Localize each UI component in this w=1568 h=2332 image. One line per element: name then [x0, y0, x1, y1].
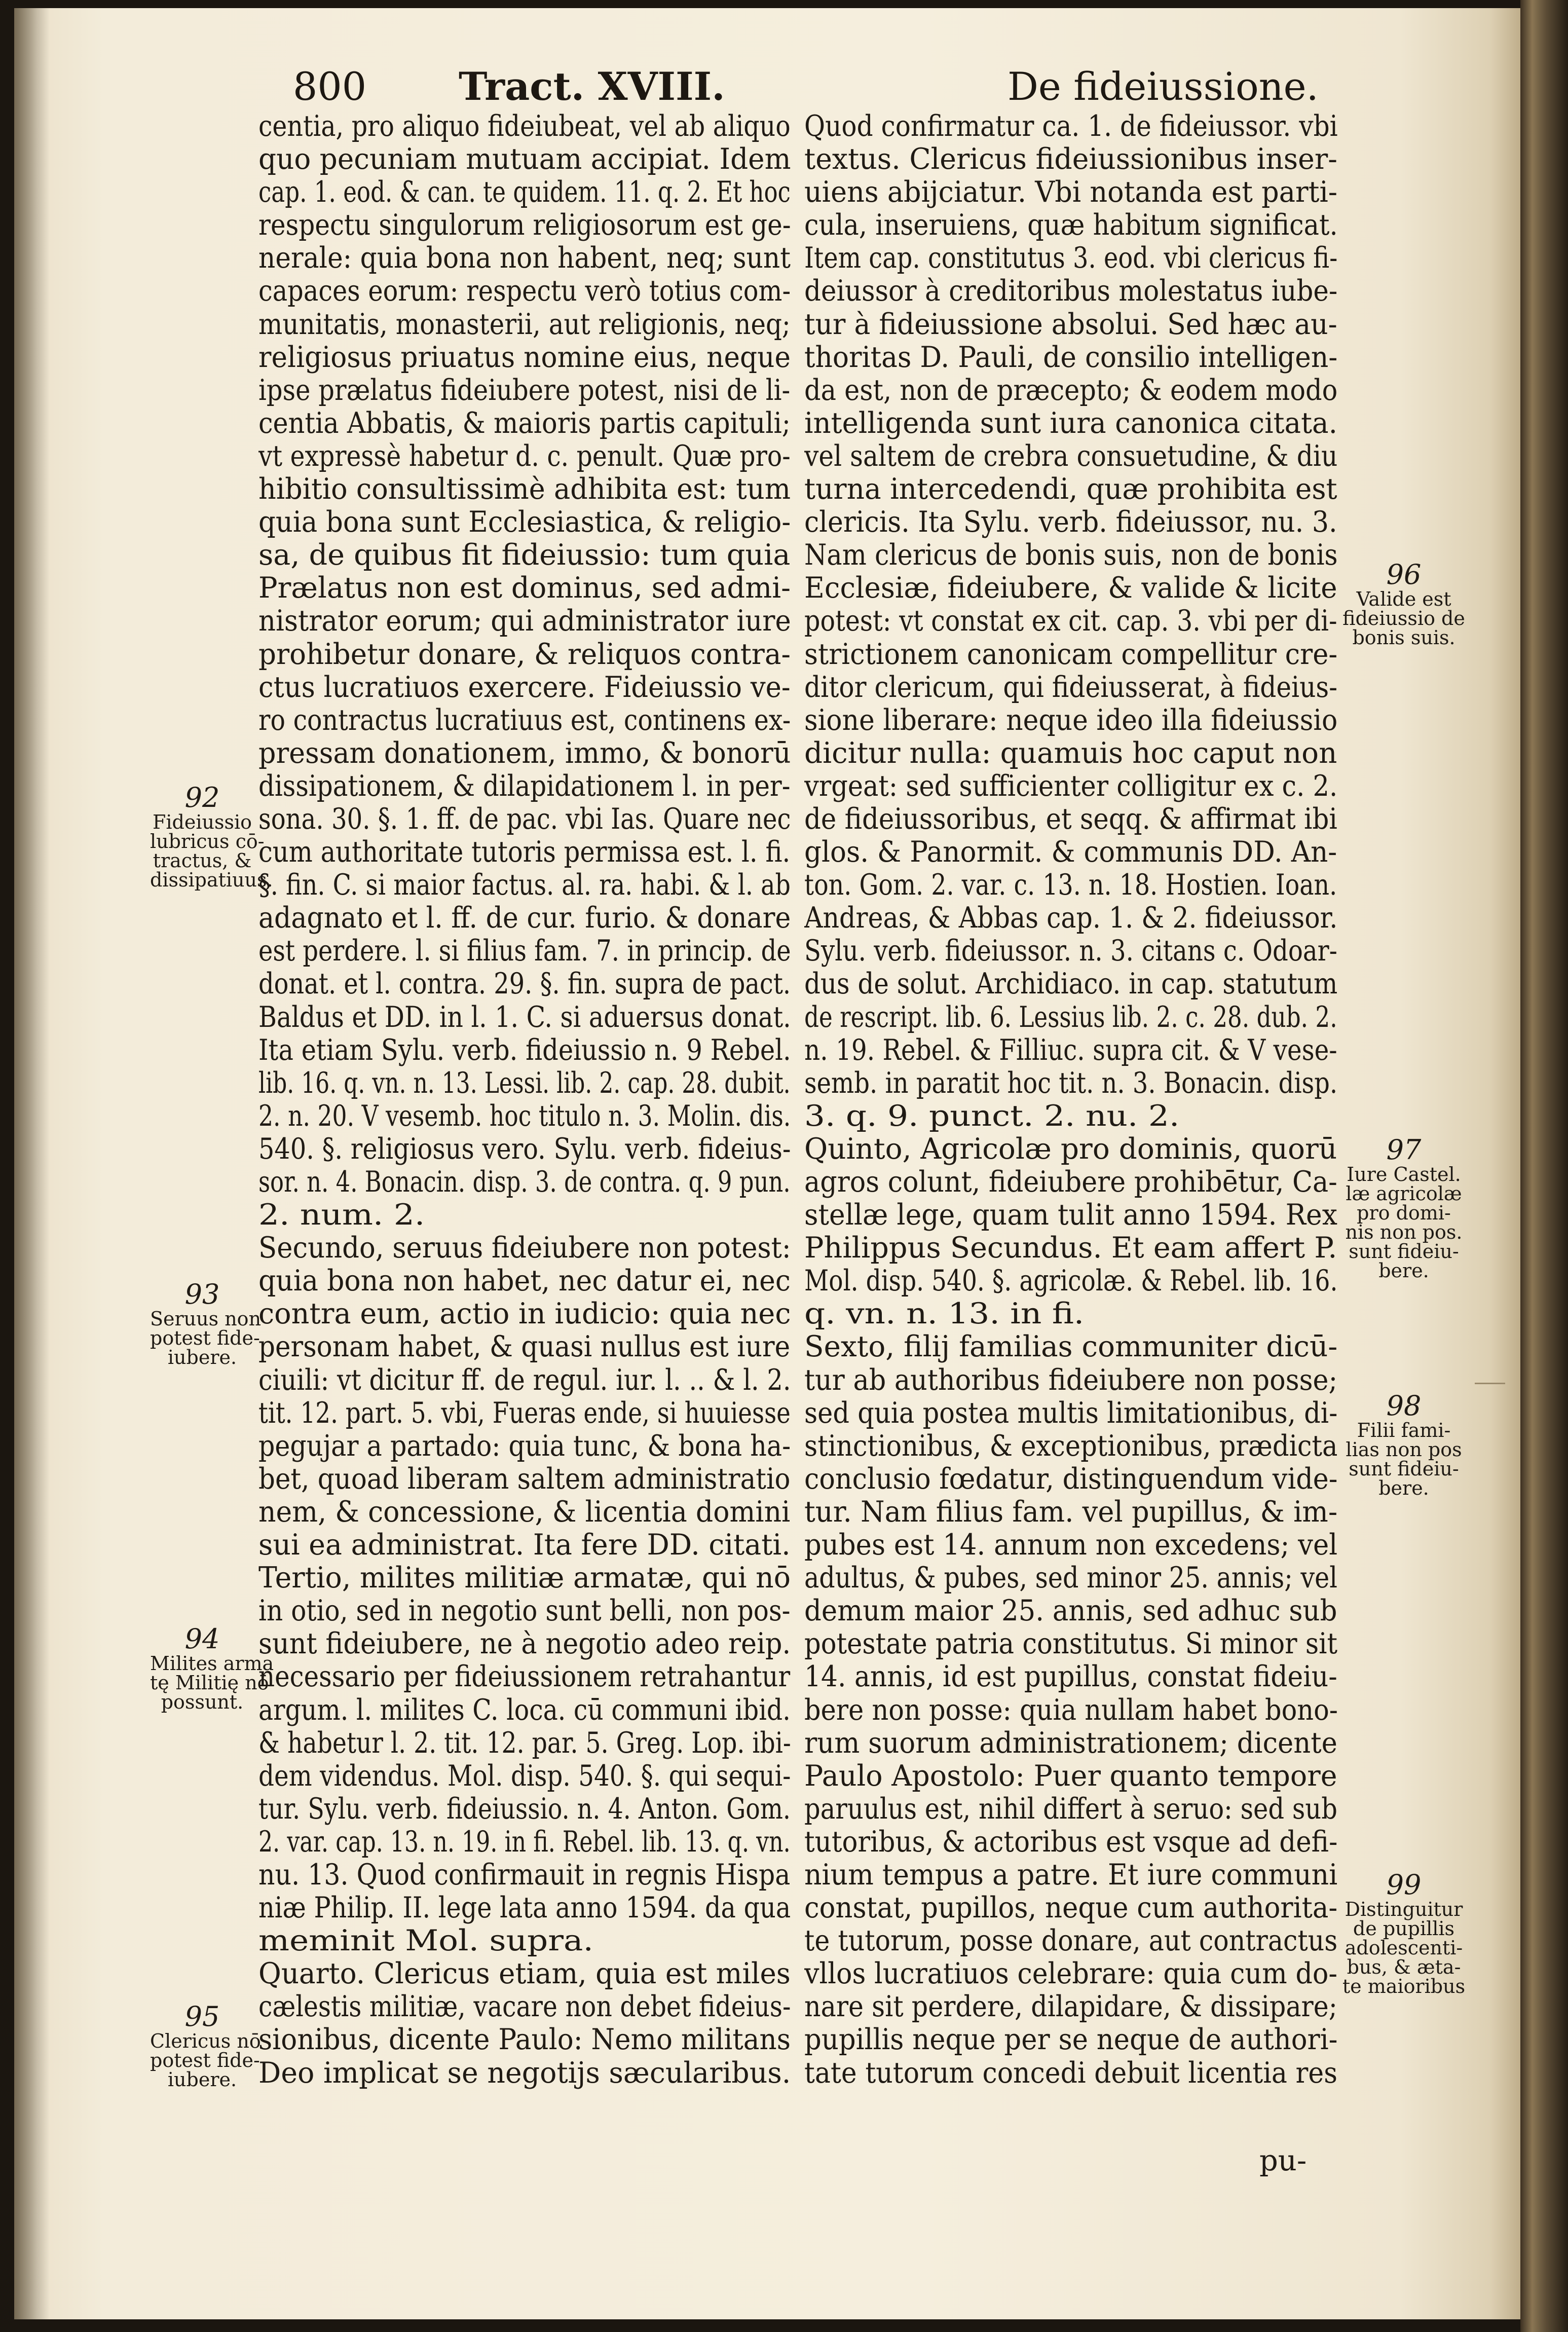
- text-line: thoritas D. Pauli, de consilio intelligen-: [804, 340, 1338, 374]
- text-line: semb. in paratit hoc tit. n. 3. Bonacin. disp.: [804, 1066, 1338, 1099]
- margin-note-line: lias non pos: [1346, 1438, 1462, 1461]
- text-line: centia Abbatis, & maioris partis capituli;: [258, 406, 791, 439]
- text-line: adultus, & pubes, sed minor 25. annis; vel: [804, 1561, 1337, 1595]
- text-line: q. vn. n. 13. in fi.: [804, 1297, 1085, 1330]
- margin-note-line: bere.: [1378, 1477, 1429, 1499]
- margin-note-line: potest fide-: [150, 1327, 260, 1349]
- page-number: 800: [293, 64, 367, 109]
- catchword: pu-: [1259, 2143, 1307, 2177]
- margin-note-line: Valide est: [1356, 588, 1451, 610]
- text-line: Paulo Apostolo: Puer quanto tempore: [804, 1759, 1337, 1792]
- text-line: tur à fideiussione absolui. Sed hæc au-: [804, 307, 1337, 341]
- margin-note-line: tę Militię nō: [150, 1672, 269, 1694]
- margin-note-line: sunt fideiu-: [1349, 1458, 1459, 1480]
- text-line: Prælatus non est dominus, sed admi-: [258, 571, 791, 605]
- text-line: adagnato et l. ff. de cur. furio. & donare: [258, 901, 791, 935]
- text-line: centia, pro aliquo fideiubeat, vel ab aliquo: [258, 109, 791, 143]
- text-line: lib. 16. q. vn. n. 13. Lessi. lib. 2. cap. 28. dubit.: [258, 1066, 791, 1099]
- text-line: Baldus et DD. in l. 1. C. si aduersus donat.: [258, 1000, 791, 1033]
- text-line: quia bona sunt Ecclesiastica, & religio-: [258, 505, 791, 539]
- text-line: Ecclesiæ, fideiubere, & valide & licite: [804, 571, 1337, 605]
- text-line: sui ea administrat. Ita fere DD. citati.: [258, 1528, 791, 1562]
- margin-note-line: Clericus nō: [150, 2030, 261, 2052]
- margin-note-line: sunt fideiu-: [1349, 1240, 1459, 1263]
- text-line: ro contractus lucratiuus est, continens ex-: [258, 703, 791, 736]
- text-line: strictionem canonicam compellitur cre-: [804, 637, 1338, 671]
- margin-note-99: [1338, 1870, 1470, 1996]
- margin-note-number: 97: [1386, 1134, 1422, 1166]
- text-line: 14. annis, id est pupillus, constat fideiu-: [804, 1660, 1337, 1693]
- margin-note-number: 99: [1386, 1869, 1422, 1901]
- margin-note-line: te maioribus: [1342, 1975, 1466, 1997]
- margin-note-line: adolescenti-: [1345, 1937, 1463, 1959]
- text-line: te tutorum, posse donare, aut contractus: [804, 1924, 1338, 1957]
- text-line: contra eum, actio in iudicio: quia nec: [258, 1297, 791, 1330]
- text-column-right: [804, 109, 1337, 2089]
- text-line: Secundo, seruus fideiubere non potest:: [258, 1231, 791, 1265]
- text-line: conclusio fœdatur, distinguendum vide-: [804, 1462, 1338, 1495]
- margin-note-97: [1338, 1135, 1470, 1280]
- text-line: n. 19. Rebel. & Filliuc. supra cit. & V vese-: [804, 1033, 1337, 1066]
- text-line: Quarto. Clericus etiam, quia est miles: [258, 1957, 791, 1990]
- text-line: cap. 1. eod. & can. te quidem. 11. q. 2. Et hoc: [258, 175, 791, 209]
- text-line: tutoribus, & actoribus est vsque ad defi-: [804, 1825, 1338, 1858]
- text-line: dem videndus. Mol. disp. 540. §. qui sequi-: [258, 1759, 791, 1792]
- text-line: tur ab authoribus fideiubere non posse;: [804, 1363, 1338, 1396]
- text-line: tur. Sylu. verb. fideiussio. n. 4. Anton. Gom.: [258, 1792, 791, 1825]
- text-line: Item cap. constitutus 3. eod. vbi clericus fi-: [804, 241, 1338, 275]
- margin-note-line: pro domi-: [1357, 1202, 1451, 1224]
- text-line: in otio, sed in negotio sunt belli, non pos-: [258, 1594, 791, 1627]
- text-line: turna intercedendi, quæ prohibita est: [804, 472, 1337, 506]
- text-line: est perdere. l. si filius fam. 7. in princip. de: [258, 934, 791, 968]
- text-line: tur. Nam filius fam. vel pupillus, & im-: [804, 1495, 1338, 1529]
- text-column-left: [258, 109, 791, 2089]
- margin-note-number: 96: [1386, 559, 1422, 590]
- margin-rule: [1475, 1383, 1505, 1384]
- text-line: 2. var. cap. 13. n. 19. in fi. Rebel. lib. 13. q. vn.: [258, 1825, 791, 1858]
- text-line: Nam clericus de bonis suis, non de bonis: [804, 538, 1338, 572]
- text-line: sionibus, dicente Paulo: Nemo militans: [258, 2023, 791, 2056]
- text-line: vel saltem de crebra consuetudine, & diu: [804, 439, 1338, 473]
- text-line: Andreas, & Abbas cap. 1. & 2. fideiussor.: [804, 901, 1338, 935]
- margin-note-line: iubere.: [167, 2068, 237, 2091]
- text-line: stinctionibus, & exceptionibus, prædicta: [804, 1429, 1338, 1462]
- text-line: prohibetur donare, & reliquos contra-: [258, 637, 791, 671]
- margin-note-line: Fideiussio: [153, 811, 252, 833]
- margin-note-line: bonis suis.: [1352, 626, 1455, 649]
- margin-note-line: Milites arma: [150, 1652, 274, 1675]
- text-line: cum authoritate tutoris permissa est. l. fi.: [258, 835, 791, 869]
- text-line: nistrator eorum; qui administrator iure: [258, 604, 791, 638]
- text-line: sa, de quibus fit fideiussio: tum quia: [258, 538, 791, 572]
- text-line: Mol. disp. 540. §. agricolæ. & Rebel. lib. 16.: [804, 1264, 1338, 1298]
- margin-note-96: [1338, 560, 1470, 647]
- text-line: clericis. Ita Sylu. verb. fideiussor, nu. 3.: [804, 505, 1337, 539]
- text-line: intelligenda sunt iura canonica citata.: [804, 406, 1337, 439]
- running-title-tract: Tract. XVIII.: [459, 64, 725, 109]
- text-line: Quod confirmatur ca. 1. de fideiussor. vbi: [804, 109, 1338, 143]
- text-line: stellæ lege, quam tulit anno 1594. Rex: [804, 1198, 1337, 1232]
- text-line: cula, inseruiens, quæ habitum significat.: [804, 208, 1338, 242]
- text-line: dicitur nulla: quamuis hoc caput non: [804, 736, 1337, 769]
- text-line: sione liberare: neque ideo illa fideiussio: [804, 703, 1338, 736]
- margin-note-line: Seruus non: [150, 1308, 262, 1330]
- text-line: quo pecuniam mutuam accipiat. Idem: [258, 142, 791, 176]
- text-line: §. fin. C. si maior factus. al. ra. habi. & l. ab: [258, 868, 791, 902]
- text-line: bet, quoad liberam saltem administratio: [258, 1462, 791, 1495]
- text-line: de fideiussoribus, et seqq. & affirmat ibi: [804, 802, 1337, 836]
- margin-note-number: 94: [184, 1623, 220, 1655]
- margin-note-line: bere.: [1378, 1260, 1429, 1282]
- text-line: quia bona non habet, nec datur ei, nec: [258, 1264, 791, 1298]
- text-line: nem, & concessione, & licentia domini: [258, 1495, 791, 1529]
- text-line: glos. & Panormit. & communis DD. An-: [804, 835, 1337, 869]
- text-line: da est, non de præcepto; & eodem modo: [804, 373, 1338, 406]
- text-line: Deo implicat se negotijs sæcularibus.: [258, 2056, 791, 2089]
- text-line: pegujar a partado: quia tunc, & bona ha-: [258, 1429, 791, 1462]
- text-line: demum maior 25. annis, sed adhuc sub: [804, 1594, 1337, 1627]
- text-line: sor. n. 4. Bonacin. disp. 3. de contra. q. 9 pun.: [258, 1165, 791, 1199]
- margin-note-line: bus, & æta-: [1347, 1956, 1461, 1978]
- margin-note-line: de pupillis: [1353, 1917, 1455, 1940]
- margin-note-number: 95: [184, 2001, 220, 2032]
- text-line: ipse prælatus fideiubere potest, nisi de li-: [258, 373, 791, 406]
- margin-note-92: [150, 782, 273, 891]
- text-line: 3. q. 9. punct. 2. nu. 2.: [804, 1099, 1180, 1132]
- margin-note-line: Iure Castel.: [1347, 1163, 1461, 1186]
- margin-note-line: læ agricolæ: [1346, 1182, 1462, 1205]
- text-line: tate tutorum concedi debuit licentia res: [804, 2056, 1337, 2089]
- text-line: Philippus Secundus. Et eam affert P.: [804, 1231, 1337, 1265]
- margin-note-line: tractus, &: [153, 849, 252, 872]
- text-line: respectu singulorum religiosorum est ge-: [258, 208, 791, 242]
- text-line: hibitio consultissimè adhibita est: tum: [258, 472, 791, 506]
- text-line: ton. Gom. 2. var. c. 13. n. 18. Hostien. Ioan.: [804, 868, 1337, 902]
- running-title-section: De fideiussione.: [1007, 64, 1319, 109]
- text-line: nium tempus a patre. Et iure communi: [804, 1858, 1338, 1892]
- text-line: deiussor à creditoribus molestatus iube-: [804, 274, 1337, 308]
- margin-note-line: lubricus cō-: [150, 830, 265, 853]
- margin-note-number: 98: [1386, 1390, 1422, 1422]
- margin-note-line: Filii fami-: [1357, 1419, 1451, 1441]
- margin-note-line: iubere.: [167, 1346, 237, 1368]
- text-line: Sylu. verb. fideiussor. n. 3. citans c. Odoar-: [804, 934, 1337, 968]
- text-line: sunt fideiubere, ne à negotio adeo reip.: [258, 1627, 791, 1660]
- text-line: agros colunt, fideiubere prohibētur, Ca-: [804, 1165, 1337, 1199]
- text-line: de rescript. lib. 6. Lessius lib. 2. c. 28. dub. 2.: [804, 1000, 1337, 1033]
- text-line: pupillis neque per se neque de authori-: [804, 2023, 1338, 2056]
- text-line: sed quia postea multis limitationibus, di-: [804, 1396, 1337, 1429]
- text-line: bere non posse: quia nullam habet bono-: [804, 1693, 1338, 1726]
- text-line: Sexto, filij familias communiter dicū-: [804, 1330, 1338, 1363]
- margin-note-93: [150, 1278, 262, 1368]
- text-line: vrgeat: sed sufficienter colligitur ex c. 2.: [804, 769, 1337, 802]
- text-line: dissipationem, & dilapidationem l. in per-: [258, 769, 791, 802]
- margin-note-line: potest fide-: [150, 2049, 260, 2071]
- text-line: capaces eorum: respectu verò totius com-: [258, 274, 791, 308]
- text-line: ciuili: vt dicitur ff. de regul. iur. l. .. & l. 2.: [258, 1363, 791, 1396]
- margin-note-line: fideiussio de: [1342, 607, 1465, 630]
- text-line: dus de solut. Archidiaco. in cap. statutum: [804, 967, 1338, 1001]
- text-line: donat. et l. contra. 29. §. fin. supra de pact.: [258, 967, 791, 1001]
- book-spine-edge: [1520, 0, 1568, 2332]
- text-line: cælestis militiæ, vacare non debet fideius-: [258, 1990, 791, 2023]
- text-line: rum suorum administrationem; dicente: [804, 1726, 1337, 1759]
- text-line: nu. 13. Quod confirmauit in regnis Hispa: [258, 1858, 791, 1892]
- margin-note-number: 92: [184, 782, 220, 813]
- margin-note-line: dissipatiuus.: [150, 869, 273, 891]
- text-line: Ita etiam Sylu. verb. fideiussio n. 9 Rebel.: [258, 1033, 791, 1066]
- gutter-shadow: [14, 8, 50, 2319]
- text-line: constat, pupillos, neque cum authorita-: [804, 1891, 1338, 1924]
- text-line: personam habet, & quasi nullus est iure: [258, 1330, 791, 1363]
- text-line: ctus lucratiuos exercere. Fideiussio ve-: [258, 670, 791, 704]
- text-line: textus. Clericus fideiussionibus inser-: [804, 142, 1337, 176]
- text-line: vt expressè habetur d. c. penult. Quæ pro-: [258, 439, 791, 473]
- margin-note-line: Distinguitur: [1345, 1898, 1463, 1920]
- text-line: nerale: quia bona non habent, neq; sunt: [258, 241, 791, 275]
- text-line: paruulus est, nihil differt à seruo: sed sub: [804, 1792, 1337, 1825]
- text-line: sona. 30. §. 1. ff. de pac. vbi Ias. Quare nec: [258, 802, 791, 836]
- margin-note-95: [150, 2001, 261, 2091]
- text-line: necessario per fideiussionem retrahantur: [258, 1660, 791, 1693]
- text-line: 540. §. religiosus vero. Sylu. verb. fideius-: [258, 1132, 791, 1165]
- text-line: ditor clericum, qui fideiusserat, à fideius-: [804, 670, 1337, 704]
- text-line: potest: vt constat ex cit. cap. 3. vbi per di-: [804, 604, 1337, 638]
- text-line: uiens abijciatur. Vbi notanda est parti-: [804, 175, 1337, 209]
- text-line: argum. l. milites C. loca. cū communi ibid.: [258, 1693, 791, 1726]
- margin-note-line: nis non pos.: [1345, 1221, 1463, 1243]
- text-line: pressam donationem, immo, & bonorū: [258, 736, 791, 769]
- text-line: meminit Mol. supra.: [258, 1924, 593, 1957]
- margin-note-98: [1338, 1391, 1470, 1498]
- text-line: vllos lucratiuos celebrare: quia cum do-: [804, 1957, 1337, 1990]
- text-line: Tertio, milites militiæ armatæ, qui nō: [258, 1561, 791, 1595]
- text-line: & habetur l. 2. tit. 12. par. 5. Greg. Lop. ibi-: [258, 1726, 791, 1759]
- text-line: pubes est 14. annum non excedens; vel: [804, 1528, 1338, 1562]
- margin-note-94: [150, 1623, 274, 1713]
- text-line: niæ Philip. II. lege lata anno 1594. da qua: [258, 1891, 791, 1924]
- text-line: potestate patria constitutus. Si minor sit: [804, 1627, 1337, 1660]
- text-line: 2. n. 20. V vesemb. hoc titulo n. 3. Molin. dis.: [258, 1099, 791, 1132]
- margin-note-number: 93: [184, 1278, 220, 1310]
- margin-note-line: possunt.: [161, 1691, 244, 1713]
- text-line: religiosus priuatus nomine eius, neque: [258, 340, 791, 374]
- text-line: tit. 12. part. 5. vbi, Fueras ende, si huuiesse: [258, 1396, 791, 1429]
- text-line: munitatis, monasterii, aut religionis, neq;: [258, 307, 791, 341]
- text-line: nare sit perdere, dilapidare, & dissipare;: [804, 1990, 1337, 2023]
- text-line: Quinto, Agricolæ pro dominis, quorū: [804, 1132, 1337, 1165]
- text-line: 2. num. 2.: [258, 1198, 425, 1232]
